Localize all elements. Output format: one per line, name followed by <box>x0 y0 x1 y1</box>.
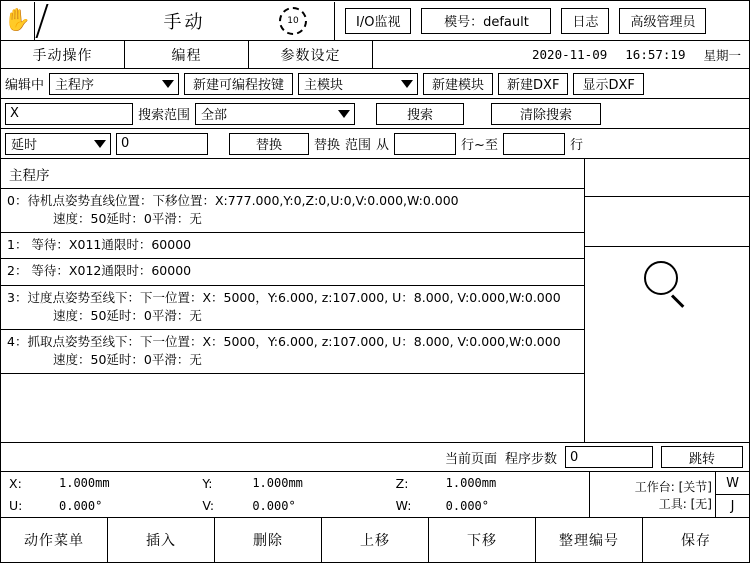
list-item-line2: 速度：50延时：0平滑：无 <box>53 351 202 367</box>
coord-y <box>202 472 395 495</box>
bottom-button-bar <box>1 518 749 562</box>
coord-u <box>9 495 202 518</box>
status-column <box>589 472 749 517</box>
clear-search-button[interactable]: 清除搜索 <box>491 103 601 125</box>
side-panel-box-preview[interactable] <box>585 247 749 442</box>
coord-x <box>9 472 202 495</box>
module-select[interactable] <box>298 73 418 95</box>
coord-x-value: 1.000mm <box>59 476 110 491</box>
from-label: 从 <box>376 138 390 153</box>
jump-button[interactable]: 跳转 <box>661 446 743 468</box>
date-text: 2020-11-09 <box>532 47 608 62</box>
new-programmable-key-button[interactable]: 新建可编程按键 <box>184 73 293 95</box>
coord-z <box>396 472 589 495</box>
save-button[interactable]: 保存 <box>681 533 711 549</box>
coord-w <box>396 495 589 518</box>
coord-y-value: 1.000mm <box>252 476 303 491</box>
editing-label: 编辑中 <box>5 78 45 93</box>
search-scope-select[interactable] <box>195 103 355 125</box>
io-monitor-button[interactable]: I/O监视 <box>345 8 411 34</box>
step-count-label: 程序步数 <box>504 451 557 467</box>
module-select-value: 主模块 <box>304 78 344 93</box>
coord-v <box>202 495 395 518</box>
chevron-down-icon <box>401 80 413 88</box>
mode-label: 手动 <box>163 11 206 33</box>
step-input[interactable]: 0 <box>565 446 653 468</box>
delete-button[interactable]: 删除 <box>215 518 322 562</box>
tab-manual-operation[interactable]: 手动操作 <box>1 41 125 68</box>
time-text: 16:57:19 <box>625 47 686 62</box>
insert-button[interactable]: 插入 <box>108 518 215 562</box>
row-to-label: 行~至 <box>461 138 498 153</box>
worktable-status: 工作台: [关节] <box>634 479 712 494</box>
magnifier-icon[interactable] <box>644 261 690 307</box>
search-button[interactable]: 搜索 <box>376 103 464 125</box>
w-badge[interactable]: W <box>716 472 749 495</box>
list-item[interactable] <box>1 189 584 233</box>
coord-z-label: Z: <box>395 475 409 491</box>
current-page-label: 当前页面 <box>444 451 497 467</box>
tool-status: 工具: [无] <box>658 496 712 511</box>
range-to-input[interactable] <box>503 133 565 155</box>
list-item[interactable] <box>1 330 584 374</box>
delay-select[interactable] <box>5 133 111 155</box>
list-item-line1: 0：待机点姿势直线位置：下移位置：X:777.000,Y:0,Z:0,U:0,V:0.000,W:0.000 <box>7 193 459 208</box>
program-list-column <box>1 159 585 442</box>
main-area <box>1 159 749 442</box>
coord-w-label: W: <box>395 498 412 514</box>
toolbar-row-search <box>1 99 749 129</box>
list-item-line1: 3：过度点姿势至线下：下一位置：X：5000，Y:6.000, z:107.000, U：8.000, V:0.000,W:0.000 <box>7 289 561 305</box>
new-module-button[interactable]: 新建模块 <box>423 73 493 95</box>
tab-bar <box>1 41 749 69</box>
chevron-down-icon <box>162 80 174 88</box>
range-label: 范围 <box>345 138 372 153</box>
toolbar-row-replace <box>1 129 749 159</box>
weekday-text: 星期一 <box>703 47 741 63</box>
mode-slash-decoration <box>35 4 70 38</box>
datetime-display <box>532 41 741 68</box>
tab-parameters[interactable]: 参数设定 <box>249 41 373 68</box>
list-item[interactable] <box>1 286 584 330</box>
j-badge[interactable]: J <box>730 498 735 514</box>
program-list-title: 主程序 <box>1 159 584 189</box>
delay-value-input[interactable]: 0 <box>116 133 208 155</box>
chevron-down-icon <box>338 110 350 118</box>
program-select[interactable] <box>49 73 179 95</box>
list-item[interactable] <box>1 233 584 259</box>
list-item-line1: 1： 等待：X011通限时：60000 <box>7 237 192 253</box>
tab-programming[interactable]: 编程 <box>125 41 249 68</box>
toolbar-row-edit <box>1 69 749 99</box>
coord-x-label: X: <box>9 475 22 491</box>
top-bar <box>1 1 749 41</box>
step-bar <box>1 442 749 472</box>
list-item-line1: 2： 等待：X012通限时：60000 <box>7 263 192 279</box>
log-button[interactable]: 日志 <box>561 8 609 34</box>
gear-speed-value: 10 <box>287 16 299 26</box>
program-select-value: 主程序 <box>55 78 95 93</box>
search-input[interactable]: X <box>5 103 133 125</box>
program-list[interactable] <box>1 189 584 442</box>
search-scope-label: 搜索范围 <box>138 108 191 123</box>
chevron-down-icon <box>94 140 106 148</box>
action-menu-button[interactable]: 动作菜单 <box>1 518 108 562</box>
row-label: 行 <box>569 138 583 153</box>
gear-icon[interactable] <box>278 6 308 36</box>
side-panel-box-middle <box>585 197 749 247</box>
mold-number-button[interactable]: 模号：default <box>421 8 551 34</box>
list-item-line2: 速度：50延时：0平滑：无 <box>53 307 202 323</box>
side-panel-box-top <box>585 159 749 197</box>
renumber-button[interactable]: 整理编号 <box>536 518 643 562</box>
coord-v-value: 0.000° <box>252 498 296 513</box>
replace-button[interactable]: 替换 <box>229 133 309 155</box>
move-up-button[interactable]: 上移 <box>322 518 429 562</box>
replace-label: 替换 <box>314 138 341 153</box>
coord-w-value: 0.000° <box>445 498 490 513</box>
list-item-line2: 速度：50延时：0平滑：无 <box>53 211 202 227</box>
range-from-input[interactable] <box>394 133 456 155</box>
coord-u-label: U: <box>9 498 23 514</box>
hand-icon: ✋ <box>1 2 35 40</box>
new-dxf-button[interactable]: 新建DXF <box>498 73 568 95</box>
list-item-line1: 4：抓取点姿势至线下：下一位置：X：5000，Y:6.000, z:107.000, U：8.000, V:0.000,W:0.000 <box>7 333 561 349</box>
mode-indicator[interactable] <box>35 2 335 40</box>
coord-z-value: 1.000mm <box>445 476 497 491</box>
delay-select-value: 延时 <box>11 138 38 153</box>
coordinate-panel <box>1 472 749 518</box>
search-scope-value: 全部 <box>201 108 228 123</box>
coord-u-value: 0.000° <box>59 498 103 513</box>
side-panel <box>585 159 749 442</box>
admin-button[interactable]: 高级管理员 <box>619 8 706 34</box>
move-down-button[interactable]: 下移 <box>429 518 536 562</box>
show-dxf-button[interactable]: 显示DXF <box>573 73 643 95</box>
coord-v-label: V: <box>202 498 215 514</box>
list-item[interactable] <box>1 259 584 285</box>
coord-y-label: Y: <box>202 475 213 491</box>
